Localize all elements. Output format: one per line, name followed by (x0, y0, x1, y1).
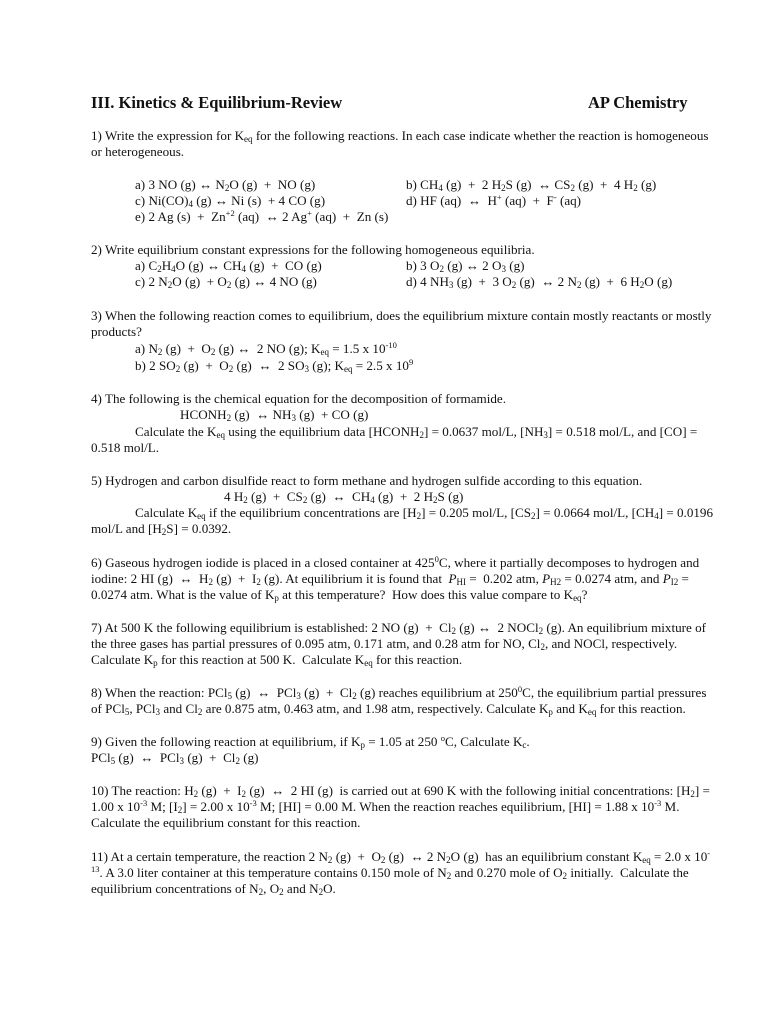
text-line: 9) Given the following reaction at equilibrium, if $K_p = 1.05$ at 250 $^o$C, Calculate $K_c$. (91, 733, 530, 750)
text-line: a) $C_2H_4O$ (g) ↔ $CH_4$ (g) + CO (g) (135, 258, 322, 274)
text-line: 7) At 500 K the following equilibrium is established: 2 NO $(g) + Cl_2$ (g) ↔ 2 NOCl$_2$ (g). An equilibrium mixture of (91, 620, 707, 636)
text-line: 0.518 mol/L. (91, 440, 160, 455)
text-line: products? (91, 324, 142, 339)
text-line: e) 2 Ag $(s) + Zn^{+2}$ (aq) ↔ 2 Ag+ (aq) + Zn (s) (135, 208, 389, 224)
text-line: a) $N_2$ $(g) + O_2$ (g) ↔ 2 NO (g); $K_{eq} = 1.5$ x $10^{-10}$ (135, 340, 397, 357)
text-line: c) 2 $N_2O$ $(g) + O_2$ (g) ↔ 4 NO (g) (135, 274, 317, 290)
text-line: 2) Write equilibrium constant expressions for the following homogeneous equilibria. (91, 242, 535, 257)
text-line: 6) Gaseous hydrogen iodide is placed in a closed container at $425^0C$, where it partially decomposes to hydrogen and (91, 554, 700, 570)
text-line: 0.0274 atm. What is the value of $K_p$ at this temperature? How does this value compare to $K_{eq}$? (91, 587, 588, 603)
text-line: or heterogeneous. (91, 144, 185, 159)
text-line: $^{13}$. A 3.0 liter container at this temperature contains 0.150 mole of $N_2$ and 0.270 mole of $O_2$ initially. Calculate the (91, 864, 689, 881)
text-line: b) $CH_4$ (g) + 2 $H_2S$ (g) ↔ $CS_2$ (g) + 4 $H_2$ (g) (406, 177, 657, 193)
text-line: 5) Hydrogen and carbon disulfide react to form methane and hydrogen sulfide according to this equation. (91, 473, 643, 488)
text-line: 10) The reaction: $H_2$ $(g) + I_2$ (g) ↔ 2 HI (g) is carried out at 690 K with the following initial concentrations: $[H_2]$ = (91, 783, 710, 799)
text-line: Calculate the $K_{eq}$ using the equilibrium data $[HCONH_2] = 0.0637$ mol/L, $[NH_3] = 0.518$ mol/L, and [CO] = (135, 424, 698, 440)
text-line: the three gases has partial pressures of 0.095 atm, 0.171 atm, and 0.28 atm for NO, $Cl_2$, and NOCl, respectively. (91, 636, 678, 652)
text-line: Calculate $K_{eq}$ if the equilibrium concentrations are $[H_2] = 0.205$ mol/L, $[CS_2] = 0.0664$ mol/L, $[CH_4] = 0.0196$ (135, 505, 714, 521)
text-line: d) HF (aq) ↔ H+ (aq) + F- (aq) (406, 192, 582, 208)
text-line: mol/L and $[H_2S] = 0.0392$. (91, 521, 232, 537)
text-line: Calculate $K_p$ for this reaction at 500 K. Calculate $K_{eq}$ for this reaction. (91, 652, 463, 668)
page-title: III. Kinetics & Equilibrium-Review (91, 93, 343, 112)
text-line: b) 2 $SO_2$ $(g) + O_2$ (g) ↔ 2 $SO_3$ (g); $K_{eq} = 2.5$ x $10^9$ (135, 357, 414, 374)
text-line: 8) When the reaction: PCl$_5$ (g) ↔ PCl$_3$ $(g) + Cl_2$ (g) reaches equilibrium at $250^0C$, the equilibrium partial pressures (91, 684, 707, 701)
text-line: c) $Ni(CO)_4$ (g) ↔ Ni (s) + 4 CO (g) (135, 193, 326, 209)
text-line: iodine: 2 HI (g) ↔ $H_2$ $(g) + I_2$ (g). At equilibrium it is found that $P_{HI} = 0.202$ atm, $P_{H2} = 0.0274$ atm, and $P_{I2}$ = (91, 571, 689, 587)
text-line: 4 $H_2$ $(g) + CS_2$ (g) ↔ $CH_4$ (g) + 2 $H_2S$ (g) (224, 489, 464, 505)
text-line: 3) When the following reaction comes to equilibrium, does the equilibrium mixture contain mostly reactants or mostly (91, 308, 712, 323)
text-line: 4) The following is the chemical equation for the decomposition of formamide. (91, 391, 507, 406)
text-line: $HCONH_2$ (g) ↔ $NH_3$ (g) + CO (g) (180, 407, 369, 423)
text-line: 1) Write the expression for $K_{eq}$ for the following reactions. In each case indicate whether the reaction is homogeneous (91, 128, 709, 144)
text-line: Calculate the equilibrium constant for this reaction. (91, 815, 361, 830)
text-line: a) 3 NO (g) ↔ $N_2O$ (g) + NO (g) (135, 177, 316, 193)
text-line: b) 3 $O_2$ (g) ↔ 2 $O_3$ (g) (406, 258, 525, 274)
text-line: 11) At a certain temperature, the reaction 2 $N_2$ $(g) + O_2$ (g) ↔ 2 $N_2O$ (g) has an equilibrium constant $K_{eq} = 2.0$ x 10- (91, 848, 711, 865)
course-name: AP Chemistry (588, 93, 688, 112)
text-line: PCl$_5$ (g) ↔ PCl$_3$ $(g) + Cl_2$ (g) (91, 750, 259, 766)
text-line: of PCl$_5$, PCl$_3$ and $Cl_2$ are 0.875 atm, 0.463 atm, and 1.98 atm, respectively. Calculate $K_p$ and $K_{eq}$ for this reaction. (91, 701, 686, 717)
text-line: equilibrium concentrations of $N_2$, $O_2$ and $N_2O$. (91, 881, 336, 897)
text-line: d) 4 $NH_3$ (g) + 3 $O_2$ (g) ↔ 2 $N_2$ (g) + 6 $H_2O$ (g) (406, 274, 673, 290)
text-line: 1.00 x $10^{-3}$ M; $[I_2] = 2.00$ x $10^{-3}$ M; [HI] = 0.00 M. When the reaction reaches equilibrium, [HI] = 1.88 x $10^{-3}$ M. (91, 798, 680, 815)
